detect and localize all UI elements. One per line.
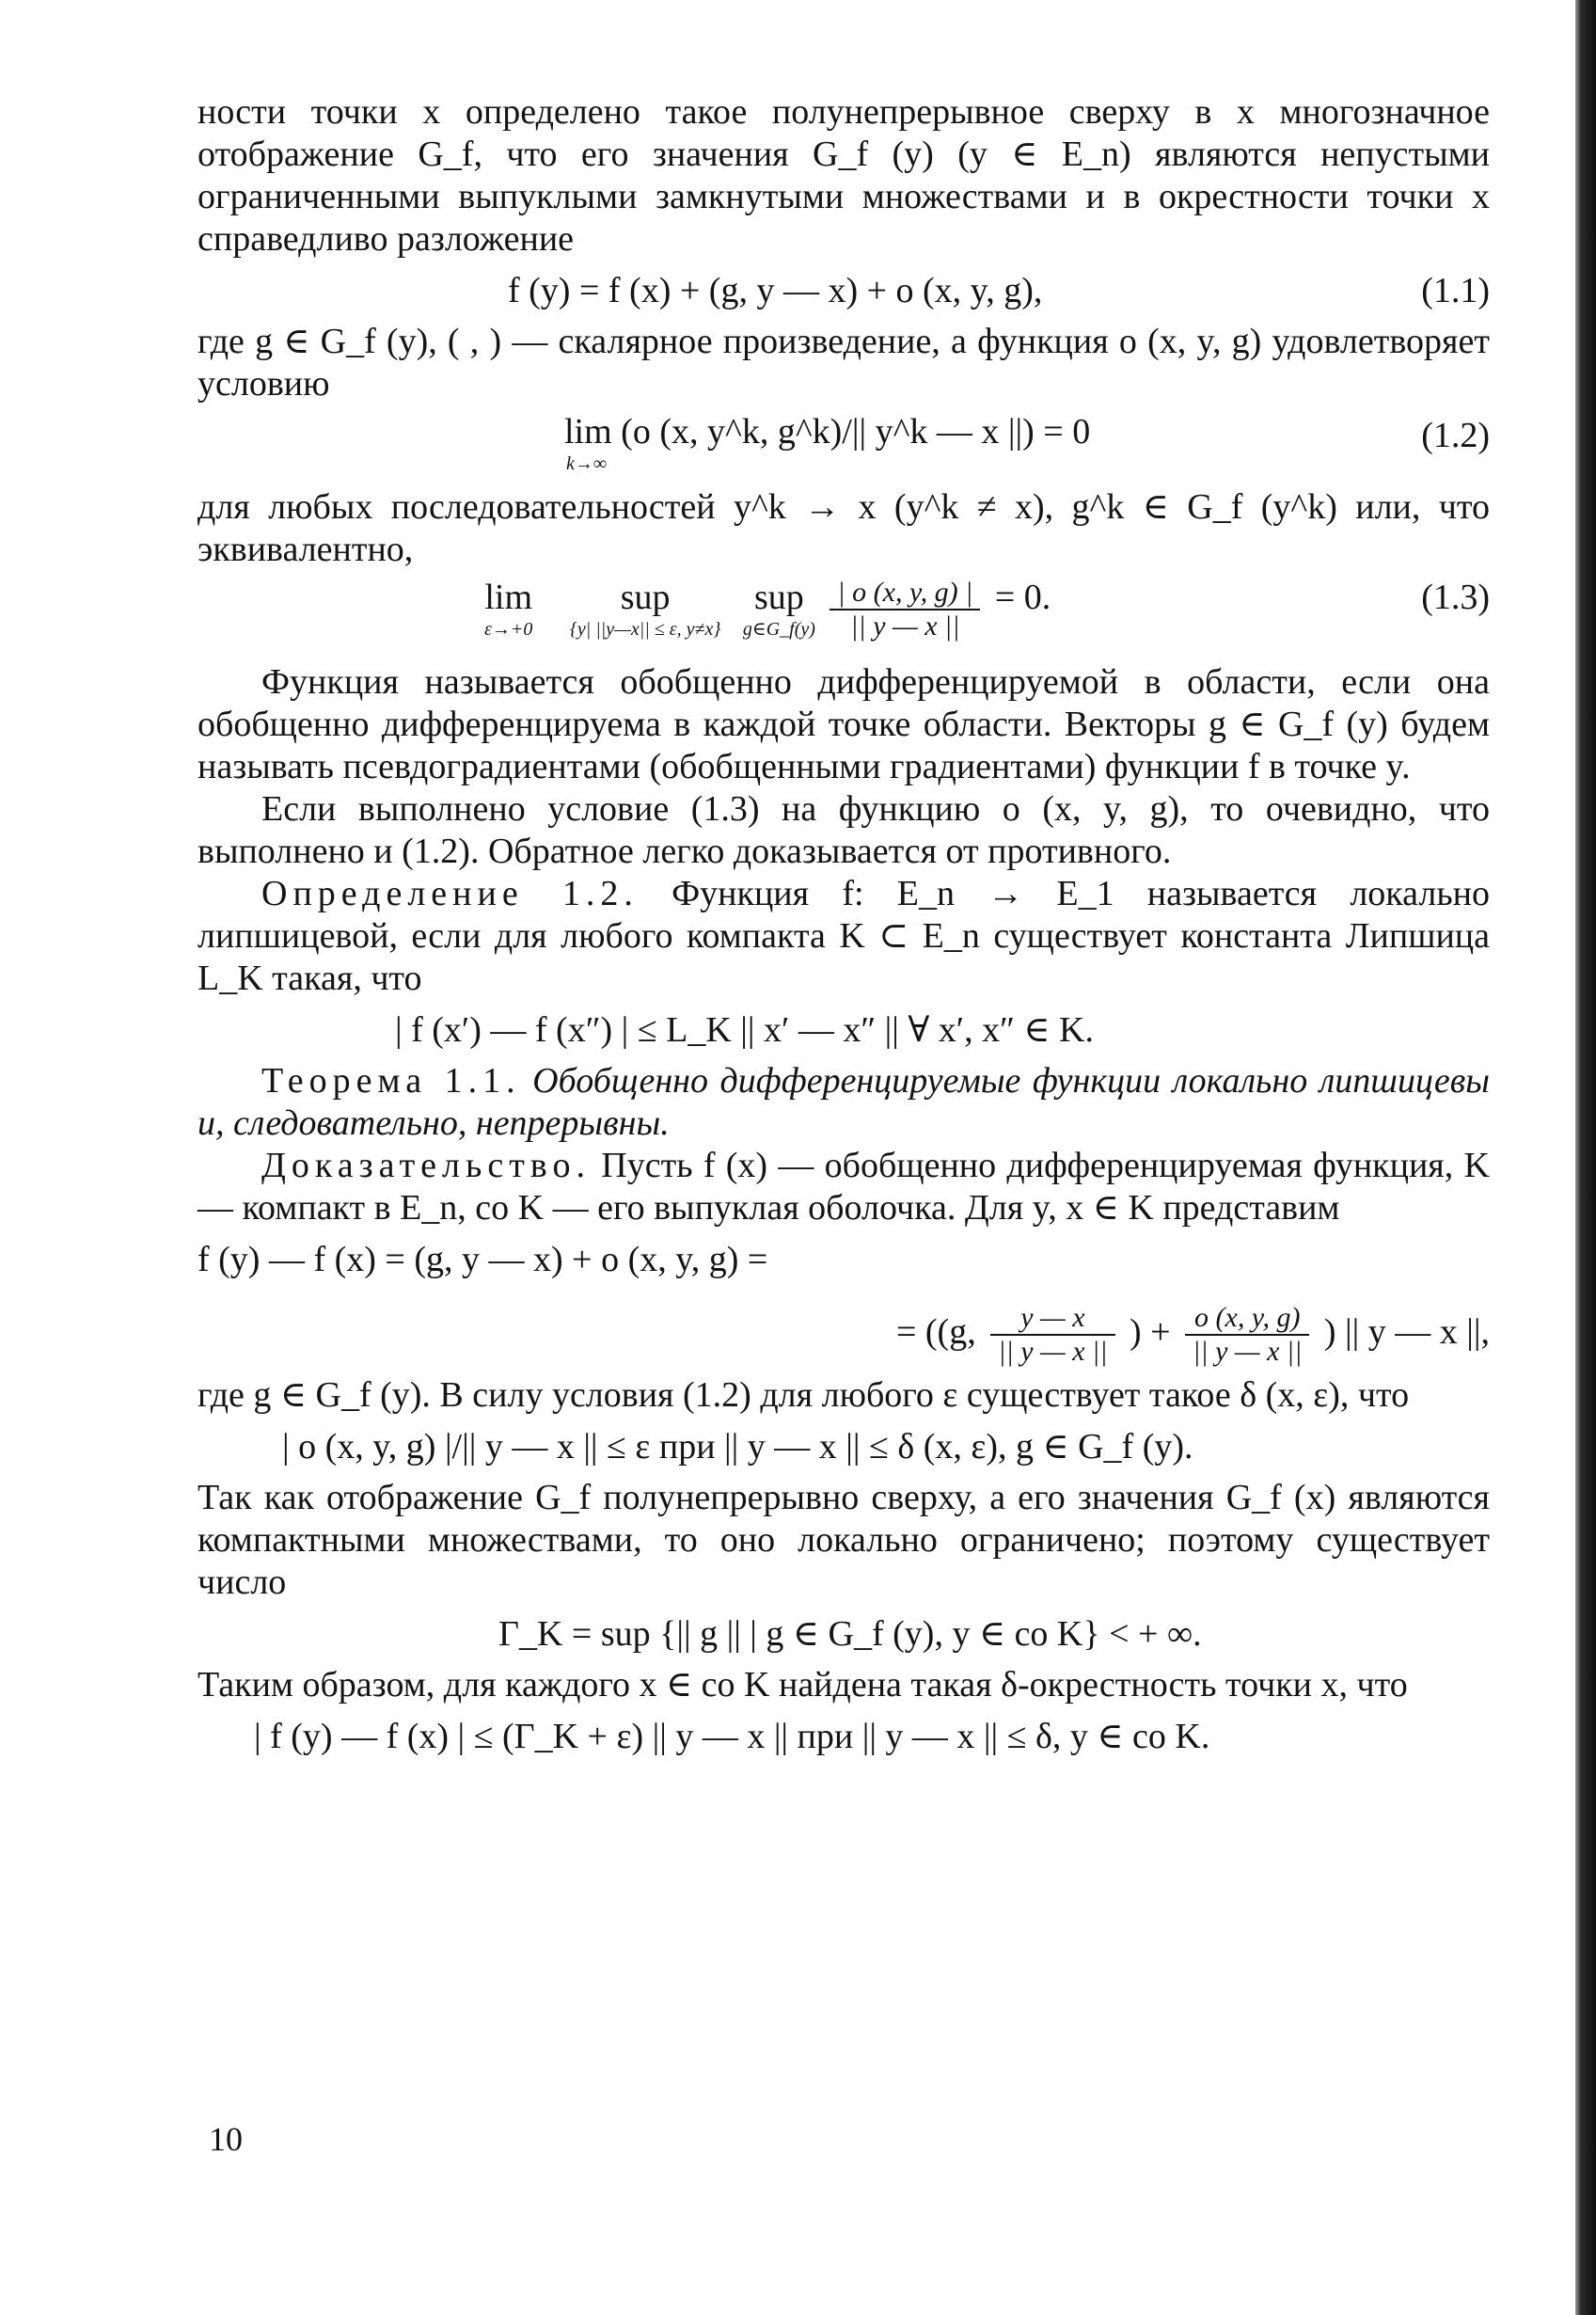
paragraph-7: Таким образом, для каждого x ∈ co K найдена такая δ-окрестность точки x, что <box>198 1665 1408 1705</box>
theorem-text: Обобщенно дифференцируемые функции локально липшицевы и, следовательно, непрерывны. <box>198 1061 1490 1143</box>
paragraph-5b: где g ∈ G_f (y). В силу условия (1.2) для любого ε существует такое δ (x, ε), что <box>198 1375 1410 1415</box>
equation-1-3-formula <box>484 577 1051 642</box>
sup-operator-2: sup <box>754 578 804 617</box>
expansion-fraction-1-numerator: y — x <box>990 1302 1114 1336</box>
expansion-fraction-2 <box>1185 1302 1309 1368</box>
fraction-denominator: || y — x || <box>850 610 960 642</box>
page-number: 10 <box>209 2120 243 2158</box>
sup-subscript-1: {y| ||y—x|| ≤ ε, y≠x} <box>569 619 721 640</box>
sup-operator-1: sup <box>620 578 671 617</box>
equation-expansion-line-2-formula <box>896 1290 1490 1374</box>
equation-1-2-formula <box>564 411 1090 475</box>
page-edge-shadow <box>1575 0 1596 2315</box>
equation-gamma-k-formula: Γ_K = sup {|| g || | g ∈ G_f (y), y ∈ co K} < + ∞. <box>498 1614 1202 1654</box>
paragraph-4: Функция называется обобщенно дифференцируемой в области, если она обобщенно дифференцируема в каждой точке области. Векторы g ∈ G_f (y) будем называть псевдоградиентами (обобщенными градиентами) функции f в точке y. <box>198 662 1490 786</box>
paragraph-1: ности точки x определено такое полунепрерывное сверху в x многозначное отображение G_f, что его значения G_f (y) (y ∈ E_n) являются непустыми ограниченными выпуклыми замкнутыми множествами и в окрестности точки x справедливо разложение <box>198 92 1490 259</box>
equation-1-3-fraction <box>830 577 980 642</box>
expansion-suffix: ) || y — x ||, <box>1323 1312 1490 1352</box>
equation-final-bound-formula: | f (y) — f (x) | ≤ (Γ_K + ε) || y — x || при || y — x || ≤ δ, y ∈ co K. <box>254 1717 1210 1756</box>
definition-heading: Определение 1.2. <box>261 874 639 913</box>
expansion-fraction-1-denominator: || y — x || <box>998 1336 1108 1368</box>
paragraph-theorem-1-1 <box>198 1060 1490 1145</box>
paragraph-2: где g ∈ G_f (y), ( , ) — скалярное произведение, а функция o (x, y, g) удовлетворяет условию <box>198 322 1490 404</box>
lim-operator: lim <box>484 578 533 617</box>
equation-epsilon-bound <box>198 1417 1490 1477</box>
equation-expansion-line-1-formula: f (y) — f (x) = (g, y — x) + o (x, y, g) = <box>198 1240 768 1279</box>
equation-1-2-number: (1.2) <box>1421 416 1490 455</box>
paragraph-proof <box>198 1145 1490 1229</box>
equation-1-3-number: (1.3) <box>1421 578 1490 617</box>
equation-1-2-limit <box>564 452 1090 475</box>
expansion-middle: ) + <box>1130 1312 1171 1352</box>
paragraph-5: Если выполнено условие (1.3) на функцию o (x, y, g), то очевидно, что выполнено и (1.2). Обратное легко доказывается от противного. <box>198 789 1490 871</box>
proof-text: Пусть f (x) — обобщенно дифференцируемая функция, K — компакт в E_n, co K — его выпуклая оболочка. Для y, x ∈ K представим <box>198 1146 1491 1228</box>
equation-1-1-formula: f (y) = f (x) + (g, y — x) + o (x, y, g), <box>508 271 1043 310</box>
sup-subscript-2: g∈G_f(y) <box>742 619 815 640</box>
equation-final-bound <box>198 1706 1490 1767</box>
fraction-numerator: | o (x, y, g) | <box>830 577 980 610</box>
proof-heading: Доказательство. <box>261 1146 591 1185</box>
equation-1-3 <box>198 571 1490 661</box>
equation-lipschitz <box>198 1000 1490 1060</box>
equation-epsilon-bound-formula: | o (x, y, g) |/|| y — x || ≤ ε при || y — x || ≤ δ (x, ε), g ∈ G_f (y). <box>282 1427 1193 1467</box>
expansion-fraction-2-denominator: || y — x || <box>1193 1336 1303 1368</box>
paragraph-3: для любых последовательностей y^k → x (y^k ≠ x), g^k ∈ G_f (y^k) или, что эквивалентно, <box>198 487 1490 569</box>
equation-1-3-sup-2 <box>743 577 815 641</box>
equation-1-2-body: lim (o (x, y^k, g^k)/|| y^k — x ||) = 0 <box>564 412 1091 452</box>
expansion-prefix: = ((g, <box>895 1312 976 1352</box>
equation-1-2 <box>198 405 1490 486</box>
equation-1-1 <box>198 261 1490 321</box>
lim-subscript: ε→+0 <box>484 619 533 640</box>
definition-text: Функция f: E_n → E_1 называется локально липшицевой, если для любого компакта K ⊂ E_n существует константа Липшица L_K такая, что <box>198 874 1490 998</box>
equation-expansion-line-1 <box>198 1229 1490 1290</box>
page-body <box>198 91 1490 1767</box>
expansion-fraction-1 <box>990 1302 1114 1368</box>
equation-1-3-rhs: = 0. <box>994 578 1051 617</box>
equation-1-2-subscript: k→∞ <box>566 453 608 474</box>
equation-1-3-lim <box>484 577 532 641</box>
paragraph-6: Так как отображение G_f полунепрерывно сверху, а его значения G_f (x) являются компактными множествами, то оно локально ограничено; поэтому существует число <box>198 1478 1490 1602</box>
equation-lipschitz-formula: | f (x′) — f (x″) | ≤ L_K || x′ — x″ || ∀ x′, x″ ∈ K. <box>395 1010 1095 1050</box>
equation-expansion-line-2 <box>198 1290 1490 1374</box>
paragraph-definition-1-2 <box>198 873 1490 1000</box>
equation-1-3-sup-1 <box>570 577 721 641</box>
theorem-heading: Теорема 1.1. <box>261 1061 521 1101</box>
equation-gamma-k <box>198 1604 1490 1664</box>
equation-1-1-number: (1.1) <box>1421 271 1490 310</box>
expansion-fraction-2-numerator: o (x, y, g) <box>1185 1302 1309 1336</box>
